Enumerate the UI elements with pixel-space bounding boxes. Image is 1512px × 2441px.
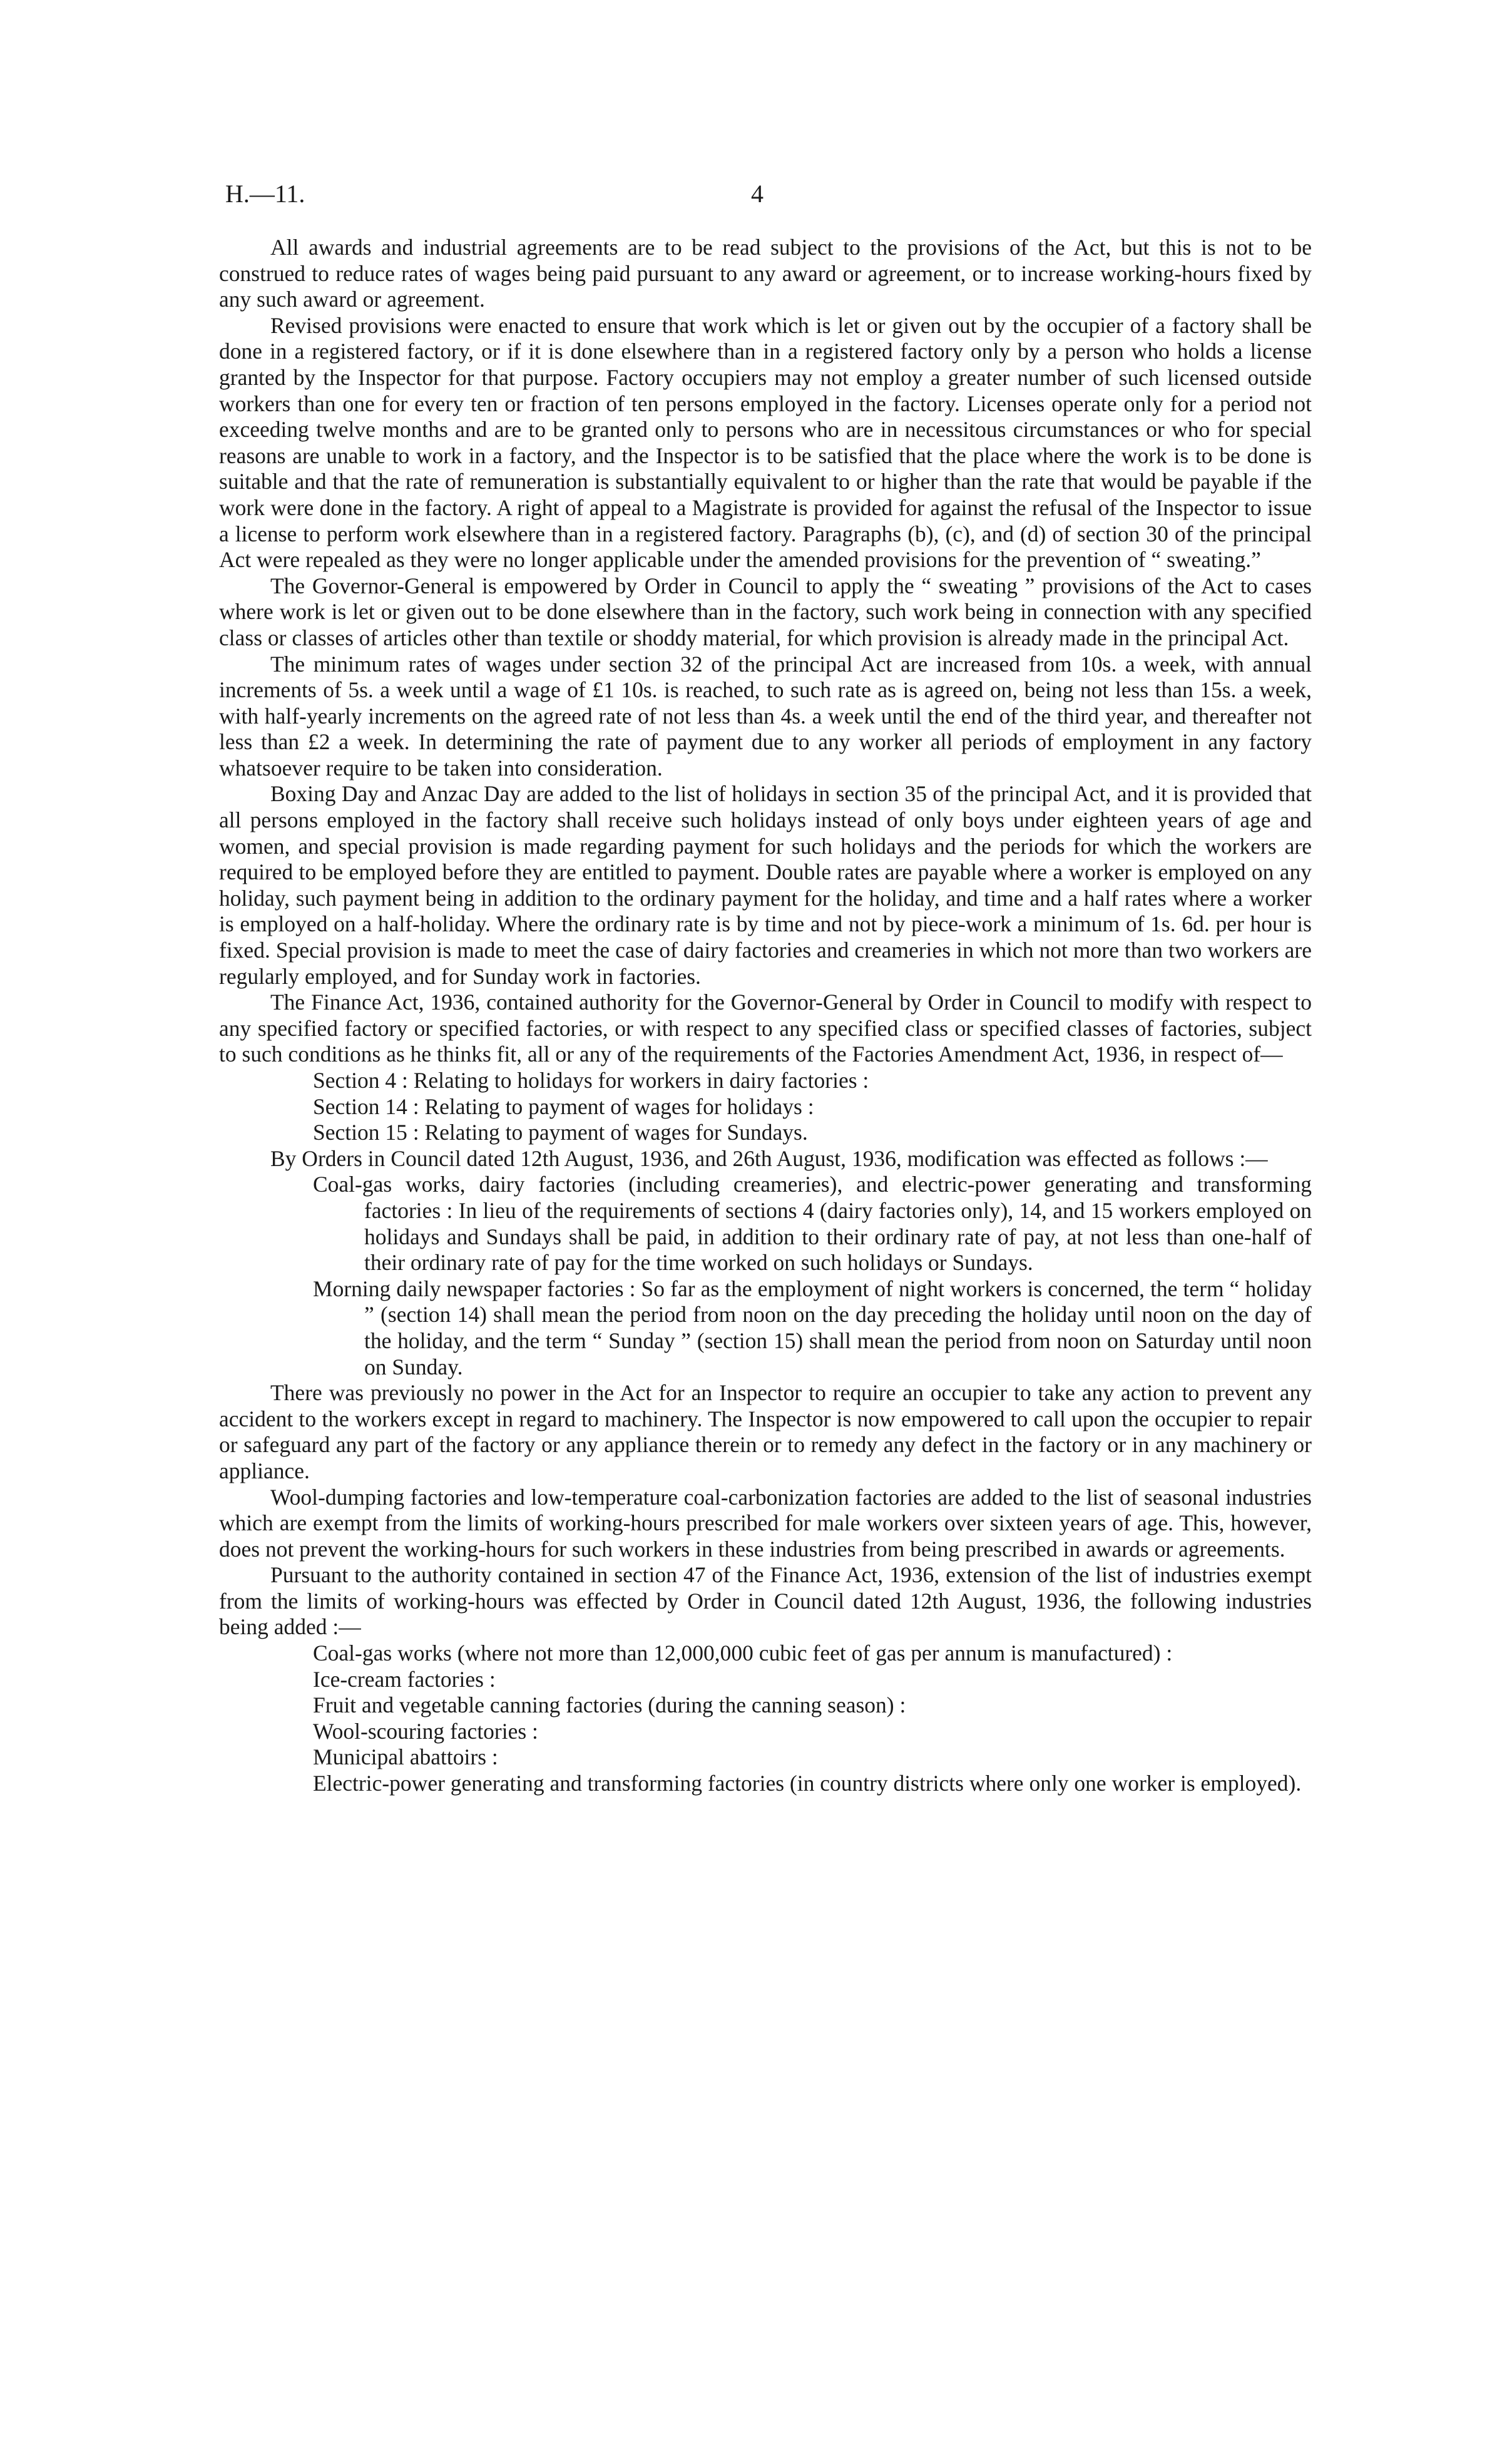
document-reference: H.—11. <box>225 180 305 208</box>
paragraph: The minimum rates of wages under section 32 of the principal Act are increased from 10s. a week, with annual increments of 5s. a week until a wage of £1 10s. is reached, to such rate as is agreed on, being not less than 15s. a week, with half-yearly increments on the agreed rate of not less than 4s. a week until the end of the third year, and thereafter not less than £2 a week. In determining the rate of payment due to any worker all periods of employment in any factory whatsoever require to be taken into consideration. <box>219 651 1312 780</box>
paragraph: By Orders in Council dated 12th August, 1936, and 26th August, 1936, modification was effected as follows :— <box>270 1145 1268 1171</box>
page-header <box>225 179 1314 217</box>
page-number: 4 <box>751 180 764 208</box>
industry-list-item: Ice-cream factories : <box>313 1666 496 1692</box>
section-item: Section 4 : Relating to holidays for workers in dairy factories : <box>313 1068 869 1093</box>
modification-item: Morning daily newspaper factories : So far as the employment of night workers is concerned, the term “ holiday ” (section 14) shall mean the period from noon on the day preceding the holiday until noon on the day of the holiday, and the term “ Sunday ” (section 15) shall mean the period from noon on Saturday until noon on Sunday. <box>313 1276 1312 1379</box>
paragraph: All awards and industrial agreements are to be read subject to the provisions of the Act, but this is not to be construed to reduce rates of wages being paid pursuant to any award or agreement, or to increase working-hours fixed by any such award or agreement. <box>219 235 1312 312</box>
document-body <box>219 235 1312 1797</box>
paragraph: Pursuant to the authority contained in section 47 of the Finance Act, 1936, extension of the list of industries exempt from the limits of working-hours was effected by Order in Council dated 12th August, 1936, the following industries being added :— <box>219 1562 1312 1640</box>
industry-list-item: Wool-scouring factories : <box>313 1718 538 1744</box>
industry-list-item: Fruit and vegetable canning factories (during the canning season) : <box>313 1692 906 1718</box>
section-item: Section 15 : Relating to payment of wages for Sundays. <box>313 1120 808 1145</box>
paragraph: Wool-dumping factories and low-temperature coal-carbonization factories are added to the list of seasonal industries which are exempt from the limits of working-hours prescribed for male workers over sixteen years of age. This, however, does not prevent the working-hours for such workers in these industries from being prescribed in awards or agreements. <box>219 1484 1312 1562</box>
modification-item: Coal-gas works, dairy factories (including creameries), and electric-power generating and transforming factories : In lieu of the requirements of sections 4 (dairy factories only), 14, and 15 workers employed on holidays and Sundays shall be paid, in addition to their ordinary rate of pay, at not less than one-half of their ordinary rate of pay for the time worked on such holidays or Sundays. <box>313 1172 1312 1276</box>
paragraph: The Finance Act, 1936, contained authority for the Governor-General by Order in Council to modify with respect to any specified factory or specified factories, or with respect to any specified class or specified classes of factories, subject to such conditions as he thinks fit, all or any of the requirements of the Factories Amendment Act, 1936, in respect of— <box>219 990 1312 1067</box>
industry-list-item: Coal-gas works (where not more than 12,000,000 cubic feet of gas per annum is manufactured) : <box>313 1640 1173 1666</box>
industry-list-item: Municipal abattoirs : <box>313 1744 498 1770</box>
industry-list-item: Electric-power generating and transforming factories (in country districts where only one worker is employed). <box>313 1771 1302 1796</box>
paragraph: Boxing Day and Anzac Day are added to the list of holidays in section 35 of the principal Act, and it is provided that all persons employed in the factory shall receive such holidays instead of only boys under eighteen years of age and women, and special provision is made regarding payment for such holidays and the periods for which the workers are required to be employed before they are entitled to payment. Double rates are payable where a worker is employed on any holiday, such payment being in addition to the ordinary payment for the holiday, and time and a half rates where a worker is employed on a half-holiday. Where the ordinary rate is by time and not by piece-work a minimum of 1s. 6d. per hour is fixed. Special provision is made to meet the case of dairy factories and creameries in which not more than two workers are regularly employed, and for Sunday work in factories. <box>219 781 1312 989</box>
paragraph: The Governor-General is empowered by Order in Council to apply the “ sweating ” provisions of the Act to cases where work is let or given out to be done elsewhere than in the factory, such work being in connection with any specified class or classes of articles other than textile or shoddy material, for which provision is already made in the principal Act. <box>219 573 1312 650</box>
paragraph: There was previously no power in the Act for an Inspector to require an occupier to take any action to prevent any accident to the workers except in regard to machinery. The Inspector is now empowered to call upon the occupier to repair or safeguard any part of the factory or any appliance therein or to remedy any defect in the factory or in any machinery or appliance. <box>219 1380 1312 1483</box>
paragraph: Revised provisions were enacted to ensure that work which is let or given out by the occupier of a factory shall be done in a registered factory, or if it is done elsewhere than in a registered factory only by a person who holds a license granted by the Inspector for that purpose. Factory occupiers may not employ a greater number of such licensed outside workers than one for every ten or fraction of ten persons employed in the factory. Licenses operate only for a period not exceeding twelve months and are to be granted only to persons who are in necessitous circumstances or who for special reasons are unable to work in a factory, and the Inspector is to be satisfied that the place where the work is to be done is suitable and that the rate of remuneration is substantially equivalent to or higher than the rate that would be payable if the work were done in the factory. A right of appeal to a Magistrate is provided for against the refusal of the Inspector to issue a license to perform work elsewhere than in a registered factory. Paragraphs (b), (c), and (d) of section 30 of the principal Act were repealed as they were no longer applicable under the amended provisions for the prevention of “ sweating.” <box>219 312 1312 573</box>
section-item: Section 14 : Relating to payment of wages for holidays : <box>313 1093 814 1119</box>
